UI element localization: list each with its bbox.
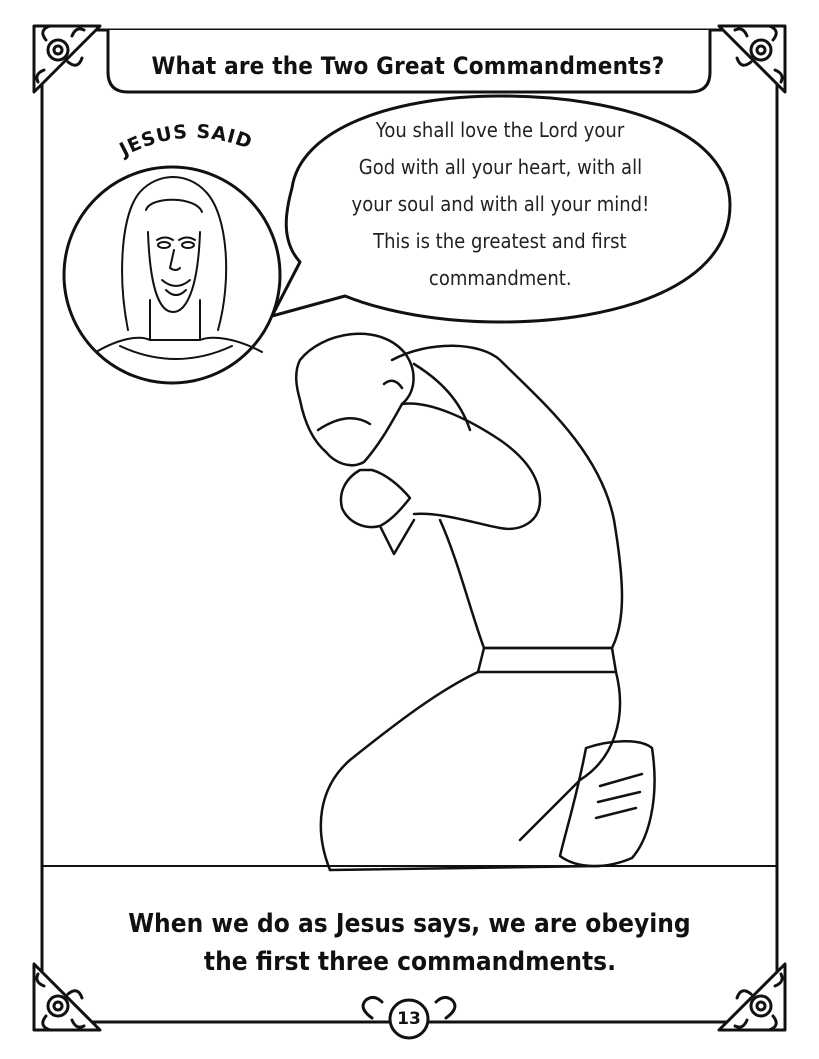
speech-line: You shall love the Lord your [375,118,625,142]
corner-ornament-top-right [719,26,785,92]
speech-line: commandment. [428,266,572,290]
speech-line: This is the greatest and first [373,229,627,253]
page-title: What are the Two Great Commandments? [151,52,665,80]
speech-line: God with all your heart, with all [358,155,642,179]
portrait-label-text: JESUS SAID [116,120,256,162]
page-number: 13 [397,1009,421,1029]
page-caption [40,905,779,985]
caption-line: When we do as Jesus says, we are obeying [128,909,691,939]
speech-line: your soul and with all your mind! [351,192,649,216]
speech-bubble-text [300,112,700,312]
kneeling-praying-man-icon [296,334,654,870]
portrait-label [114,121,255,162]
corner-ornament-top-left [34,26,100,92]
caption-line: the first three commandments. [203,947,616,977]
